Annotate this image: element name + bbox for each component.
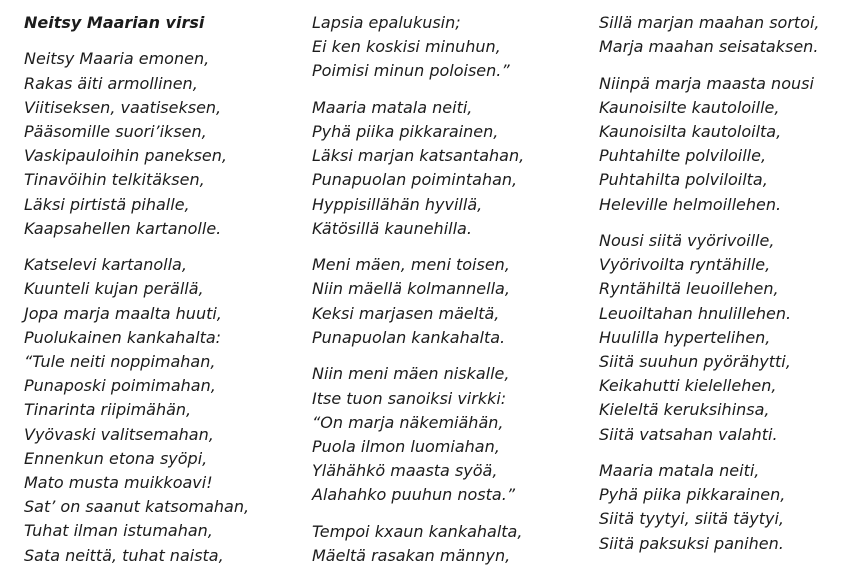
- verse-line: Nousi siitä vyörivoille,: [599, 231, 775, 251]
- poem-title: Neitsy Maarian virsi: [24, 13, 205, 32]
- verse-line: Kaapsahellen kartanolle.: [24, 218, 222, 238]
- verse-line: Läksi marjan katsantahan,: [312, 146, 525, 166]
- verse-line: Rakas äiti armollinen,: [24, 73, 198, 93]
- verse-line: Maaria matala neiti,: [312, 97, 473, 117]
- verse-line: Punaposki poimimahan,: [24, 376, 216, 396]
- verse-line: Neitsy Maaria emonen,: [24, 49, 210, 69]
- verse-line: Lapsia epalukusin;: [312, 13, 461, 32]
- verse-line: Kaunoisilta kautoloilta,: [599, 122, 782, 142]
- verse-line: Pääsomille suori’iksen,: [24, 122, 207, 142]
- verse-line: Siitä tyytyi, siitä täytyi,: [599, 509, 784, 529]
- verse-line: Hyppisillähän hyvillä,: [312, 194, 483, 214]
- verse-line: Tinavöihin telkitäksen,: [24, 170, 205, 190]
- verse-line: Puolukainen kankahalta:: [24, 327, 222, 347]
- verse-line: Katselevi kartanolla,: [24, 255, 187, 275]
- verse-line: Marja maahan seisataksen.: [599, 37, 819, 57]
- verse-line: “On marja näkemiähän,: [312, 412, 504, 432]
- stanza: [312, 96, 582, 241]
- verse-line: Ennenkun etona syöpi,: [24, 448, 208, 468]
- stanza: [599, 229, 842, 447]
- verse-line: Keksi marjasen mäeltä,: [312, 303, 500, 323]
- verse-line: Puhtahilta polviloilta,: [599, 170, 768, 190]
- verse-line: Siitä vatsahan valahti.: [599, 424, 778, 444]
- verse-line: Sat’ on saanut katsomahan,: [24, 497, 250, 517]
- stanza: [312, 362, 582, 507]
- stanza: [24, 47, 294, 241]
- verse-line: Niin mäellä kolmannella,: [312, 279, 510, 299]
- stanza: [599, 11, 842, 59]
- verse-line: Siitä paksuksi panihen.: [599, 533, 784, 553]
- verse-line: Kuunteli kujan perällä,: [24, 279, 204, 299]
- verse-line: Mäeltä rasakan männyn,: [312, 545, 511, 565]
- verse-line: Siitä suuhun pyörähytti,: [599, 352, 791, 372]
- verse-line: Alahahko puuhun nosta.”: [312, 485, 516, 505]
- poem-column-2: [312, 11, 582, 580]
- verse-line: Vaskipauloihin paneksen,: [24, 146, 227, 166]
- verse-line: Leuoiltahan hnulillehen.: [599, 303, 792, 323]
- verse-line: Kaunoisilte kautoloille,: [599, 97, 780, 117]
- verse-line: Punapuolan kankahalta.: [312, 327, 506, 347]
- verse-line: Niin meni mäen niskalle,: [312, 364, 510, 384]
- verse-line: Ylähähkö maasta syöä,: [312, 461, 498, 481]
- stanza: [599, 459, 842, 556]
- stanza: [24, 253, 294, 567]
- verse-line: Tempoi kxaun kankahalta,: [312, 521, 523, 541]
- verse-line: Pyhä piika pikkarainen,: [312, 122, 499, 142]
- stanza: [312, 11, 582, 84]
- verse-line: Punapuolan poimintahan,: [312, 170, 518, 190]
- verse-line: Vyövaski valitsemahan,: [24, 424, 214, 444]
- stanza: [312, 520, 582, 568]
- verse-line: Niinpä marja maasta nousi: [599, 73, 814, 93]
- verse-line: Sillä marjan maahan sortoi,: [599, 13, 820, 32]
- verse-line: Puhtahilte polviloille,: [599, 146, 767, 166]
- verse-line: Pyhä piika pikkarainen,: [599, 485, 786, 505]
- verse-line: Poimisi minun poloisen.”: [312, 61, 510, 81]
- verse-line: Ryntähiltä leuoillehen,: [599, 279, 779, 299]
- verse-line: Heleville helmoillehen.: [599, 194, 782, 214]
- verse-line: Tuhat ilman istumahan,: [24, 521, 213, 541]
- verse-line: Ei ken koskisi minuhun,: [312, 37, 501, 57]
- verse-line: Itse tuon sanoiksi virkki:: [312, 388, 507, 408]
- verse-line: Tinarinta riipimähän,: [24, 400, 192, 420]
- verse-line: Kätösillä kaunehilla.: [312, 218, 472, 238]
- verse-line: Vyörivoilta ryntähille,: [599, 255, 771, 275]
- verse-line: Maaria matala neiti,: [599, 461, 760, 481]
- verse-line: Huulilla hypertelihen,: [599, 327, 771, 347]
- verse-line: Meni mäen, meni toisen,: [312, 255, 510, 275]
- verse-line: Mato musta muikkoavi!: [24, 472, 213, 492]
- verse-line: Puola ilmon luomiahan,: [312, 436, 500, 456]
- verse-line: Läksi pirtistä pihalle,: [24, 194, 190, 214]
- verse-line: “Tule neiti noppimahan,: [24, 352, 216, 372]
- poem-column-3: [599, 11, 842, 568]
- verse-line: Viitiseksen, vaatiseksen,: [24, 97, 222, 117]
- verse-line: Kieleltä keruksihinsa,: [599, 400, 770, 420]
- verse-line: Jopa marja maalta huuti,: [24, 303, 222, 323]
- verse-line: Sata neittä, tuhat naista,: [24, 545, 224, 565]
- stanza: [312, 253, 582, 350]
- verse-line: Keikahutti kielellehen,: [599, 376, 777, 396]
- stanza: [599, 72, 842, 217]
- poem-column-1: [24, 11, 294, 580]
